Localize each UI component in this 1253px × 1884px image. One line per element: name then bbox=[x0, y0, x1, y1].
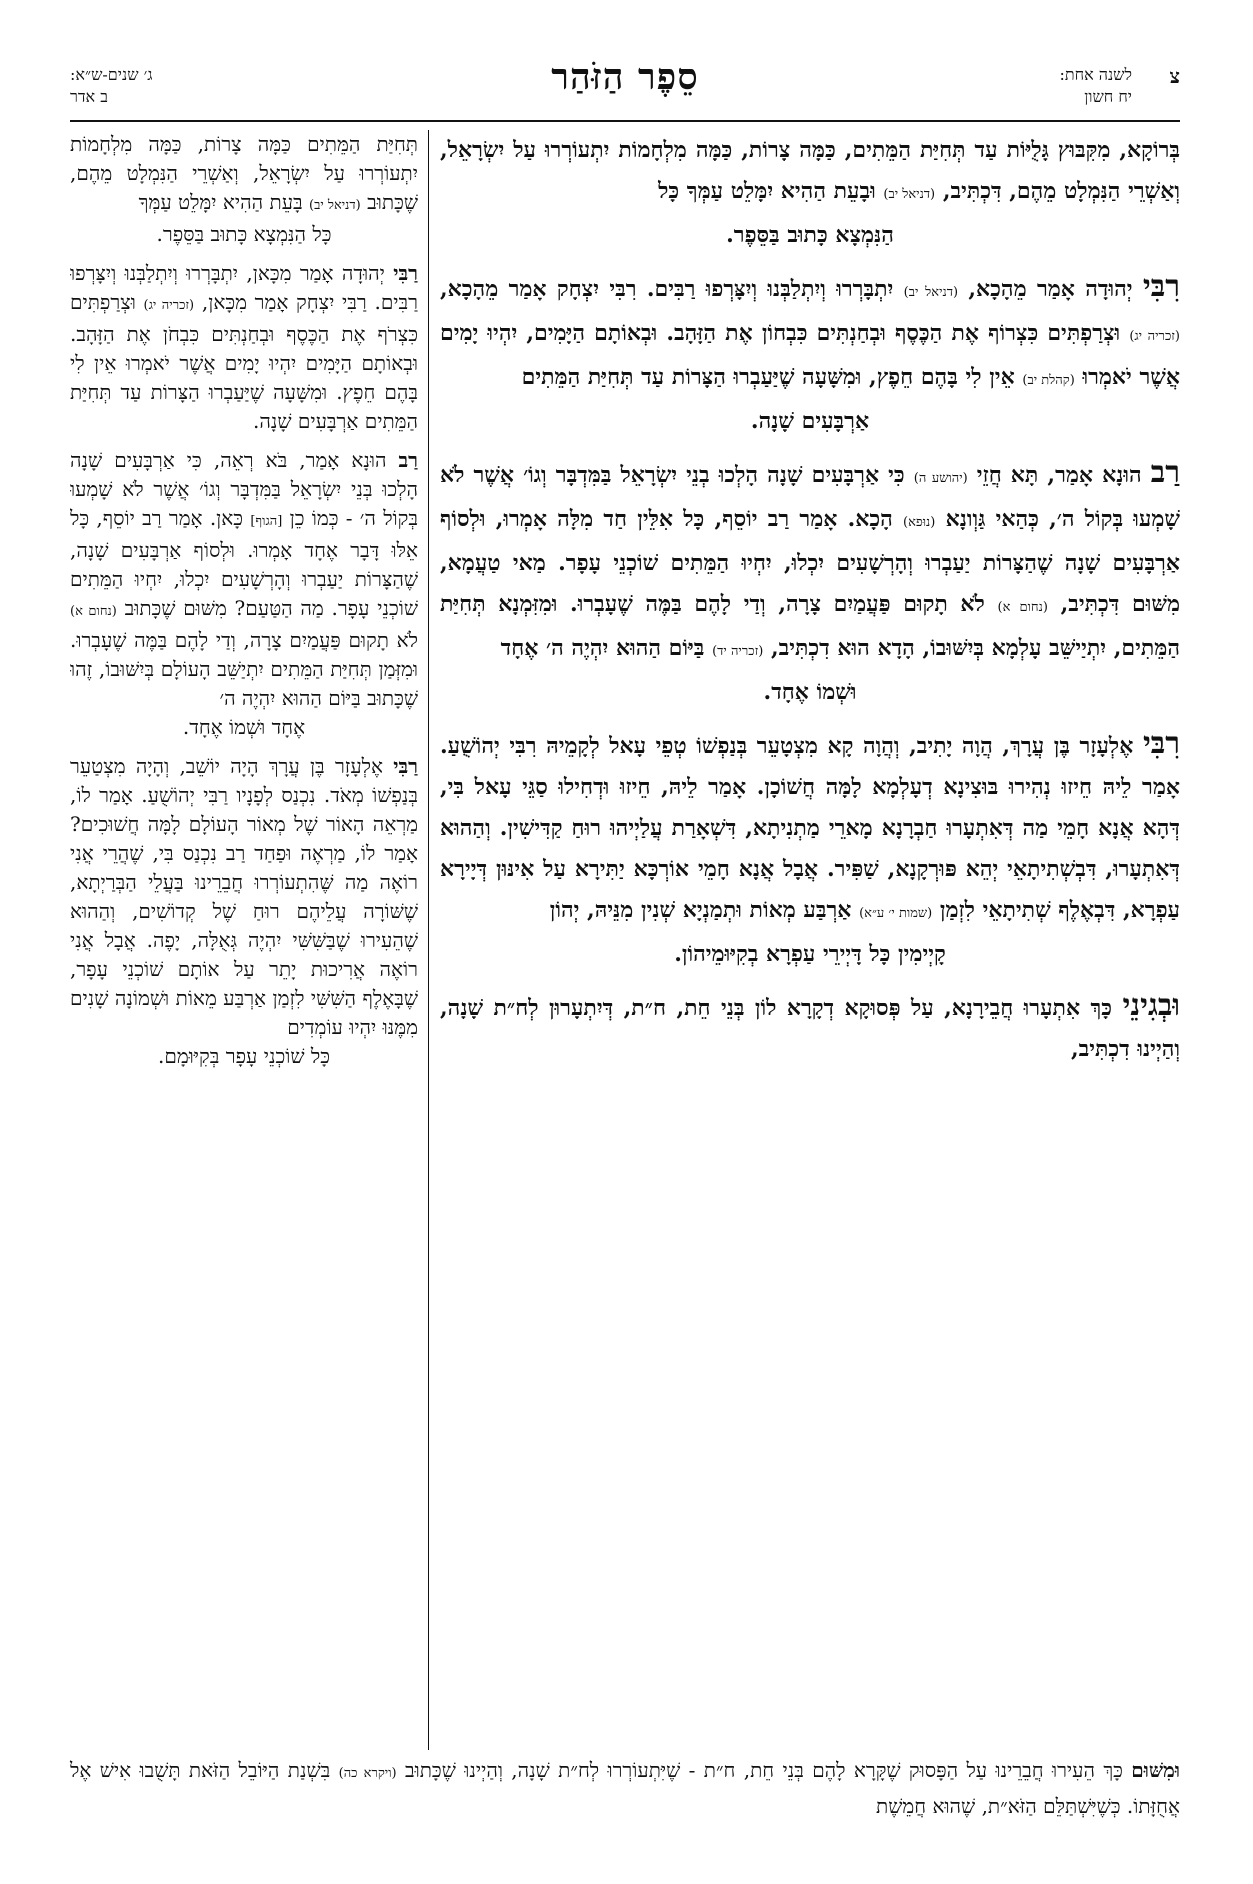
verse-reference: (נחום א) bbox=[70, 604, 117, 619]
main-text: הַנִּמְצָא כָּתוּב בַּסֵּפֶר. bbox=[726, 222, 894, 248]
side-paragraph-4 bbox=[70, 752, 418, 1071]
paragraph-lead-word: רַב bbox=[1150, 455, 1180, 490]
verse-reference: (דניאל יב) bbox=[903, 285, 959, 300]
translation-text: כָּל שׁוֹכְנֵי עָפָר בְּקִיּוּמָם. bbox=[157, 1044, 331, 1068]
main-paragraph-1 bbox=[440, 130, 1180, 256]
translation-text: אֶחָד וּשְׁמוֹ אֶחָד. bbox=[182, 715, 306, 739]
main-text: אַרְבַּע מְאוֹת וּתְמַנְיָא שְׁנִין מִנֵּיהּ, יְהוֹן bbox=[549, 897, 852, 923]
verse-reference: (קהלת יב) bbox=[1022, 373, 1075, 388]
main-text: לֹא תָקוּם פַּעֲמַיִם צָרָה, וְדַי לָהֶם בַּמֶּה שֶׁעָבְרוּ. וּמִזִּמְנָא תְּחִיַּת הַמֵּתִים, יִתְיַישֵּׁב עָלְמָא בְּיִשּׁוּבוֹ, הָדָא הוּא דִכְתִּיב, bbox=[440, 591, 1180, 661]
main-text: וּצְרַפְתִּים כִּצְרוֹף אֶת הַכֶּסֶף וּבְחַנְתִּים כִּבְחוֹן אֶת הַזָּהָב. וּבְאוֹתָם הַיָּמִים, יִהְיוּ יָמִים אֲשֶׁר יֹאמְרוּ bbox=[440, 320, 1180, 390]
translation-text: כָּךְ הֵעִירוּ חֲבֵרֵינוּ עַל הַפָּסוּק שֶׁקָּרָא לָהֶם בְּנֵי חֵת, ח״ת - שֶׁיִּתְעוֹרְרוּ לְח״ת שָׁנָה, וְהַיְינוּ שֶׁכָּתוּב bbox=[404, 1758, 1123, 1782]
main-text: בְּרוֹקָא, מִקִּבּוּץ גָּלֻיּוֹת עַד תְּחִיַּת הַמֵּתִים, כַּמָּה צָרוֹת, כַּמָּה מִלְחָמוֹת יִתְעוֹרְרוּ עַל יִשְׂרָאֵל, וְאַשְׁרֵי הַנִּמְלָט מֵהֶם, דִּכְתִּיב, bbox=[440, 137, 1180, 204]
main-text: בַּיּוֹם הַהוּא יִהְיֶה ה׳ אֶחָד bbox=[500, 635, 705, 661]
main-text: הָכָא. אָמַר רַב יוֹסֵף, כָּל אִלֵּין חַד מִלָּה אָמְרוּ, וּלְסוֹף אַרְבָּעִים שָׁנָה שֶׁהַצָּרוֹת יַעַבְרוּ וְהָרְשָׁעִים יִכְלוּ, יִחְיוּ הַמֵּתִים שׁוֹכְנֵי עָפָר. מַאי טַעֲמָא, מִשּׁוּם דִּכְתִּיב, bbox=[440, 506, 1180, 617]
translation-text: כָּל הַנִּמְצָא כָּתוּב בַּסֵּפֶר. bbox=[156, 222, 332, 246]
main-text: יְהוּדָה אָמַר מֵהָכָא, bbox=[968, 276, 1133, 302]
main-paragraph-3 bbox=[440, 452, 1180, 713]
verse-reference: (נוּפא) bbox=[903, 515, 936, 530]
translation-text: בָּעֵת הַהִיא יִמָּלֵט עַמְּךָ bbox=[138, 190, 303, 214]
verse-reference: (ויקרא כה) bbox=[338, 1766, 397, 1781]
translation-text: לֹא תָקוּם פַּעֲמַיִם צָרָה, וְדַי לָהֶם בַּמֶּה שֶׁעָבְרוּ. וּמִזְּמַן תְּחִיַּת הַמֵּתִים יִתְיַשֵּׁב הָעוֹלָם בְּיִשּׁוּבוֹ, זֶהוּ שֶׁכָּתוּב בַּיּוֹם הַהוּא יִהְיֶה ה׳ bbox=[70, 628, 418, 710]
schedule-one-year-date: יח חשון bbox=[1084, 87, 1132, 106]
verse-reference: (נחום א) bbox=[997, 600, 1048, 615]
verse-reference: (זכריה יג) bbox=[143, 298, 195, 313]
main-text: יִתְבָּרְרוּ וְיִתְלַבְּנוּ וְיִצָּרְפוּ רַבִּים. רִבִּי יִצְחָק אָמַר מֵהָכָא, bbox=[440, 276, 894, 302]
main-paragraph-5 bbox=[440, 985, 1180, 1070]
schedule-three-years-date: ב אדר bbox=[70, 87, 108, 106]
verse-reference: (דניאל יב) bbox=[309, 198, 361, 213]
schedule-three-years-label: ג׳ שנים-ש״א: bbox=[70, 65, 153, 84]
verse-reference: (שמות י׳ ע״א) bbox=[859, 906, 933, 921]
side-paragraph-1 bbox=[70, 130, 418, 249]
translation-text: בִּשְׁנַת הַיּוֹבֵל הַזֹּאת תָּשֻׁבוּ אִישׁ אֶל אֲחֻזָּתוֹ. כְּשֶׁיִּשְׁתַּלֵּם הַזֹּא״ת, שֶׁהוּא חֲמֵשֶׁת bbox=[70, 1758, 1180, 1818]
verse-reference: (דניאל יב) bbox=[883, 187, 936, 202]
main-paragraph-4 bbox=[440, 723, 1180, 975]
verse-reference: (יהושע ה) bbox=[913, 471, 968, 486]
translation-text: הוּנָא אָמַר, בֹּא רְאֵה, כִּי אַרְבָּעִים שָׁנָה הָלְכוּ בְּנֵי יִשְׂרָאֵל בַּמִּדְבָּר וְגוֹ׳ אֲשֶׁר לֹא שָׁמְעוּ בְּקוֹל ה׳ - כְּמוֹ כֵן bbox=[70, 448, 418, 530]
schedule-one-year-label: לשנה אחת: bbox=[1059, 65, 1132, 84]
translation-column bbox=[70, 130, 418, 1750]
page-header bbox=[70, 56, 1180, 122]
main-text: וּשְׁמוֹ אֶחָד. bbox=[763, 679, 857, 705]
translation-text: תְּחִיַּת הַמֵּתִים כַּמָּה צָרוֹת, כַּמָּה מִלְחָמוֹת יִתְעוֹרְרוּ עַל יִשְׂרָאֵל, וְאַשְׁרֵי הַנִּמְלָט מֵהֶם, שֶׁכָּתוּב bbox=[70, 132, 418, 214]
main-paragraph-2 bbox=[440, 266, 1180, 442]
main-text: הוּנָא אָמַר, תָּא חֲזֵי bbox=[976, 462, 1142, 488]
main-text: כִּי אַרְבָּעִים שָׁנָה הָלְכוּ בְנֵי יִשְׂרָאֵל בַּמִּדְבָּר וְגוֹ׳ אֲשֶׁר לֹא שָׁמְעוּ בְּקוֹל ה׳, כְּהַאי גַּוְונָא bbox=[440, 462, 1180, 532]
main-text: אֶלְעָזָר בֶּן עֲרָךְ, הֲוָה יָתִיב, וְהֲוָה קָא מִצְטָעֵר בְּנַפְשׁוֹ טְפֵי עָאל לְקָמֵיהּ רִבִּי יְהוֹשֻׁעַ. אָמַר לֵיהּ חֵיזוּ נְהִירוּ בּוּצִינָא דְעָלְמָא לָמָּה חֲשׁוֹכָן. אָמַר לֵיהּ, חֵיזוּ וּדְחִילוּ סַגֵּי עָאל בִּי, דְּהָא אֲנָא חָמֵי מַה דְּאִתְעָרוּ חַבְרָנָא מָארֵי מַתְנִיתָא, דִּשְׁאָרַת עֲלַיְיהוּ רוּחַ קַדִּישִׁין. וְהַהוּא דְּאִתְעָרוּ, דִּבְשְׁתִיתָאֵי יְהֵא פּוּרְקָנָא, שַׁפִּיר. אֲבָל אֲנָא חָמֵי אוֹרְכָּא יַתִּירָא עַל אִינּוּן דְּיָירָא עַפְרָא, דִּבְאֶלֶף שְׁתִיתָאֵי לִזְמַן bbox=[440, 733, 1180, 923]
verse-reference: (זכריה יג) bbox=[1129, 329, 1180, 344]
paragraph-lead-word: וּבְגִינֵי bbox=[1122, 988, 1180, 1023]
verse-reference: [הגוף] bbox=[250, 514, 283, 529]
side-paragraph-3 bbox=[70, 446, 418, 742]
page-number: צ bbox=[1169, 64, 1180, 88]
main-text: אֵין לִי בָּהֶם חֵפֶץ, וּמִשָּׁעָה שֶׁיַּעַבְרוּ הַצָּרוֹת עַד תְּחִיַּת הַמֵּתִים bbox=[521, 364, 1015, 390]
paragraph-lead-word: רַב bbox=[398, 448, 418, 472]
paragraph-lead-word: רַבִּי bbox=[393, 261, 418, 285]
main-text-column bbox=[440, 130, 1180, 1750]
translation-text: כָּאן. אָמַר רַב יוֹסֵף, כָּל אֵלּוּ דָּבָר אֶחָד אָמְרוּ. וּלְסוֹף אַרְבָּעִים שָׁנָה, שֶׁהַצָּרוֹת יַעַבְרוּ וְהָרְשָׁעִים יִכְלוּ, יִחְיוּ הַמֵּתִים שׁוֹכְנֵי עָפָר. מַה הַטַּעַם? מִשּׁוּם שֶׁכָּתוּב bbox=[70, 506, 418, 620]
main-text: כָּךְ אִתְעָרוּ חֲבֵירָנָא, עַל פְּסוּקָא דְקָרָא לוֹן בְּנֵי חֵת, ח״ת, דְּיִתְעָרוּן לְח״ת שָׁנָה, וְהַיְינוּ דִכְתִּיב, bbox=[440, 995, 1180, 1062]
translation-text: וּצְרַפְתִּים כִּצְרֹף אֶת הַכֶּסֶף וּבְחַנְתִּים כִּבְחֹן אֶת הַזָּהָב. וּבְאוֹתָם הַיָּמִים יִהְיוּ יָמִים אֲשֶׁר יֹאמְרוּ אֵין לִי בָּהֶם חֵפֶץ. וּמִשָּׁעָה שֶׁיַּעַבְרוּ הַצָּרוֹת עַד תְּחִיַּת הַמֵּתִים אַרְבָּעִים שָׁנָה. bbox=[70, 290, 418, 433]
zohar-page bbox=[70, 56, 1181, 1830]
column-divider bbox=[428, 130, 429, 1750]
main-text: קָיְימִין כָּל דָּיְירֵי עַפְרָא בְקִיּוּמֵיהוֹן. bbox=[674, 941, 946, 967]
verse-reference: (זכריה יד) bbox=[712, 644, 764, 659]
paragraph-lead-word: רִבִּי bbox=[1142, 269, 1180, 304]
side-paragraph-2 bbox=[70, 259, 418, 436]
schedule-three-years bbox=[70, 64, 210, 108]
translation-text: יְהוּדָה אָמַר מִכָּאן, יִתְבָּרְרוּ וְיִתְלַבְּנוּ וְיִצָּרְפוּ רַבִּים. רַבִּי יִצְחָק אָמַר מִכָּאן, bbox=[70, 261, 418, 314]
translation-text: אֶלְעָזָר בֶּן עֲרָךְ הָיָה יוֹשֵׁב, וְהָיָה מִצְטַעֵר בְּנַפְשׁוֹ מְאֹד. נִכְנַס לְפָנָיו רַבִּי יְהוֹשֻׁעַ. אָמַר לוֹ, מַרְאֵה הָאוֹר שֶׁל מְאוֹר הָעוֹלָם לָמָּה חֲשׁוּכִים? אָמַר לוֹ, מַרְאֶה וּפַחַד רַב נִכְנַס בִּי, שֶׁהֲרֵי אֲנִי רוֹאֶה מַה שֶּׁהִתְעוֹרְרוּ חֲבֵרֵינוּ בַּעֲלֵי הַבְּרַיְתָא, שֶׁשּׁוֹרָה עֲלֵיהֶם רוּחַ שֶׁל קְדוֹשִׁים, וְהַהוּא שֶׁהֵעִירוּ שֶׁבַּשִּׁשִּׁי יִהְיֶה גְּאֻלָּה, יָפֶה. אֲבָל אֲנִי רוֹאֶה אֲרִיכוּת יָתֵר עַל אוֹתָם שׁוֹכְנֵי עָפָר, שֶׁבָּאֶלֶף הַשִּׁשִּׁי לִזְמַן אַרְבַּע מֵאוֹת וּשְׁמוֹנָה שָׁנִים מִמֶּנּוּ יִהְיוּ עוֹמְדִים bbox=[70, 754, 418, 1039]
book-title: סֵפֶר הַזֹּהַר bbox=[551, 56, 699, 98]
bottom-continuation bbox=[70, 1754, 1180, 1822]
main-text: אַרְבָּעִים שָׁנָה. bbox=[750, 408, 870, 434]
main-text: וּבָעֵת הַהִיא יִמָּלֵט עַמְּךָ כָּל bbox=[658, 178, 876, 204]
paragraph-lead-word: רַבִּי bbox=[393, 754, 418, 778]
paragraph-lead-word: רִבִּי bbox=[1142, 726, 1180, 761]
paragraph-lead-word: וּמִשּׁוּם bbox=[1131, 1758, 1181, 1782]
